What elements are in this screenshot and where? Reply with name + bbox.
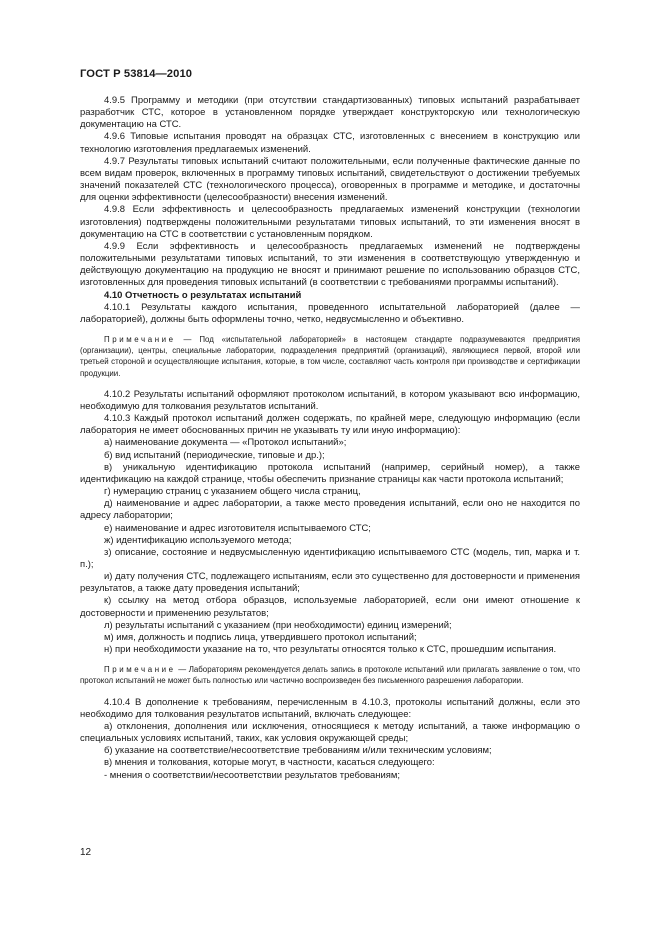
list-item: к) ссылку на метод отбора образцов, используемые лабораторией, если они имеют отношение к достоверности и применению результатов;: [80, 595, 580, 619]
page-number: 12: [80, 847, 92, 858]
paragraph-4-9-7: 4.9.7 Результаты типовых испытаний считают положительными, если полученные фактические данные по всем видам проверок, включенных в программу типовых испытаний, свидетельствуют о достижении требуемых значений показателей СТС (технологического процесса), оговоренных в программе и методике, и достаточны для оценки эффективности (целесообразности) внесения изменений.: [80, 155, 580, 204]
list-item: л) результаты испытаний с указанием (при необходимости) единиц измерений;: [104, 619, 452, 631]
list-item: м) имя, должность и подпись лица, утвердившего протокол испытаний;: [104, 631, 417, 643]
paragraph-4-10-1: 4.10.1 Результаты каждого испытания, проведенного испытательной лабораторией (далее — лабораторией), должны быть оформлены точно, четко, недвусмысленно и объективно.: [80, 301, 580, 325]
paragraph-4-10-4: 4.10.4 В дополнение к требованиям, перечисленным в 4.10.3, протоколы испытаний должны, если это необходимо для толкования результатов испытаний, включать следующее:: [80, 696, 580, 720]
section-heading-4-10: 4.10 Отчетность о результатах испытаний: [104, 289, 302, 301]
list-item: е) наименование и адрес изготовителя испытываемого СТС;: [104, 522, 371, 534]
note-text: — Лабораториям рекомендуется делать запись в протоколе испытаний или прилагать заявление о том, что протокол испытаний не может быть полностью или частично воспроизведен без письменного разрешения лаборатории.: [80, 665, 580, 686]
list-item: б) вид испытаний (периодические, типовые и др.);: [104, 449, 325, 461]
note-label: Примечание: [104, 665, 176, 675]
paragraph-4-9-5: 4.9.5 Программу и методики (при отсутствии стандартизованных) типовых испытаний разрабатывает разработчик СТС, которое в установленном порядке утверждает конструкторскую или технологическую документацию на СТС.: [80, 95, 580, 131]
paragraph-4-10-3: 4.10.3 Каждый протокол испытаний должен содержать, по крайней мере, следующую информацию (если лаборатория не имеет обоснованных причин не указывать ту или иную информацию):: [80, 413, 580, 437]
page-content: [80, 95, 580, 782]
paragraph-4-9-8: 4.9.8 Если эффективность и целесообразность предлагаемых изменений конструкции (технологии изготовления) подтверждены положительными результатами типовых испытаний, то эти изменения вносят в документацию на СТС в соответствии с установленным порядком.: [80, 204, 580, 240]
paragraph-4-9-9: 4.9.9 Если эффективность и целесообразность предлагаемых изменений не подтверждены положительными результатами типовых испытаний, то эти изменения в соответствующую утвержденную и действующую документацию на продукцию не вносят и принимают решение по использованию образцов СТС, изготовленных для проведения типовых испытаний (в соответствии с требованиями программы испытаний).: [80, 240, 580, 289]
list-item: в) уникальную идентификацию протокола испытаний (например, серийный номер), а также идентификацию на каждой странице, чтобы обеспечить признание страницы как части протокола испытаний;: [80, 461, 580, 485]
list-item: з) описание, состояние и недвусмысленную идентификацию испытываемого СТС (модель, тип, марка и т. п.);: [80, 546, 580, 570]
list-item: д) наименование и адрес лаборатории, а также место проведения испытаний, если оно не находится по адресу лаборатории;: [80, 498, 580, 522]
note-2: [80, 664, 580, 686]
list-item: ж) идентификацию используемого метода;: [104, 534, 292, 546]
note-label: Примечание: [104, 334, 176, 344]
list-item: а) отклонения, дополнения или исключения, относящиеся к методу испытаний, а также информацию о специальных условиях испытаний, таких, как условия окружающей среды;: [80, 720, 580, 745]
list-item: в) мнения и толкования, которые могут, в частности, касаться следующего:: [104, 757, 435, 769]
page-header: ГОСТ Р 53814—2010: [80, 68, 193, 80]
list-item: а) наименование документа — «Протокол испытаний»;: [104, 437, 347, 449]
paragraph-4-10-2: 4.10.2 Результаты испытаний оформляют протоколом испытаний, в котором указывают всю информацию, необходимую для толкования результатов испытаний.: [80, 388, 580, 412]
list-item: б) указание на соответствие/несоответствие требованиям и/или техническим условиям;: [104, 745, 492, 757]
note-1: [80, 334, 580, 379]
list-item: и) дату получения СТС, подлежащего испытаниям, если это существенно для достоверности и применения результатов, а также дату проведения испытаний;: [80, 571, 580, 595]
list-item: - мнения о соответствии/несоответствии результатов требованиям;: [104, 769, 400, 781]
note-text: — Под «испытательной лабораторией» в настоящем стандарте подразумеваются предприятия (организации), центры, специальные лаборатории, подразделения предприятий (организаций), являющиеся первой, второй или третьей стороной и осуществляющие испытания, которые, в том числе, составляют часть контроля при производстве и сертификации продукции.: [80, 334, 580, 378]
list-item: г) нумерацию страниц с указанием общего числа страниц,: [104, 486, 361, 498]
paragraph-4-9-6: 4.9.6 Типовые испытания проводят на образцах СТС, изготовленных с внесением в конструкцию или технологию изготовления предлагаемых изменений.: [80, 131, 580, 155]
list-item: н) при необходимости указание на то, что результаты относятся только к СТС, прошедшим испытания.: [104, 644, 557, 656]
